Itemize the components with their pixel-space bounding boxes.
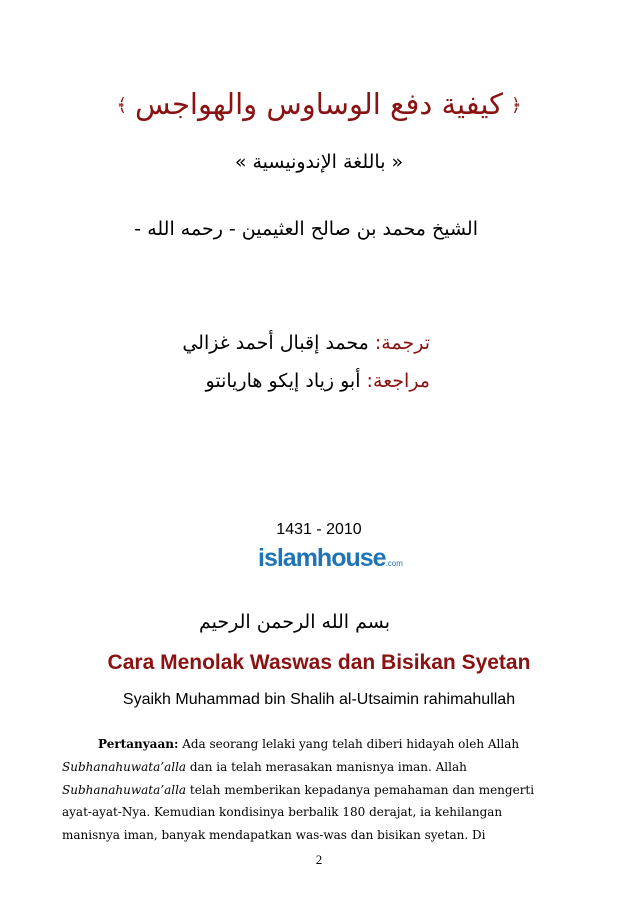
article-body <box>62 733 582 847</box>
article-author: Syaikh Muhammad bin Shalih al-Utsaimin rahimahullah <box>122 691 516 708</box>
publication-year: 1431 - 2010 <box>276 521 362 538</box>
arabic-title-text: كيفية دفع الوساوس والهواجس <box>134 87 503 121</box>
page-number: 2 <box>315 852 323 867</box>
question-label: Pertanyaan: <box>98 737 179 751</box>
basmala: بسم الله الرحمن الرحيم <box>199 611 390 633</box>
review-credit <box>150 366 430 396</box>
body-line-1: Pertanyaan: Ada seorang lelaki yang telah diberi hidayah oleh Allah <box>98 737 520 751</box>
arabic-subtitle: « باللغة الإندونيسية » <box>234 151 404 173</box>
review-label: مراجعة: <box>366 370 430 392</box>
article-title: Cara Menolak Waswas dan Bisikan Syetan <box>107 651 531 674</box>
title-ornament-close: ﴾ <box>116 95 127 116</box>
body-line-3: Subhanahuwata’alla telah memberikan kepadanya pemahaman dan mengerti <box>62 782 535 797</box>
body-line-5: manisnya iman, banyak mendapatkan was-was dan bisikan syetan. Di <box>62 828 486 843</box>
body-line-4: ayat-ayat-Nya. Kemudian kondisinya berbalik 180 derajat, ia kehilangan <box>62 805 503 820</box>
reviewer-name: أبو زياد إيكو هاريانتو <box>205 370 367 392</box>
islamhouse-logo <box>258 541 403 575</box>
translation-label: ترجمة: <box>374 332 430 354</box>
title-ornament-open: ﴿ <box>511 95 522 116</box>
body-line-2: Subhanahuwata’alla dan ia telah merasakan manisnya iman. Allah <box>62 759 467 774</box>
arabic-author: الشيخ محمد بن صالح العثيمين - رحمه الله - <box>134 218 478 240</box>
logo-text: islamhouse <box>258 544 386 572</box>
arabic-title <box>100 84 538 126</box>
logo-suffix: .com <box>385 559 403 568</box>
translation-credit <box>150 328 430 358</box>
translator-name: محمد إقبال أحمد غزالي <box>182 332 375 354</box>
